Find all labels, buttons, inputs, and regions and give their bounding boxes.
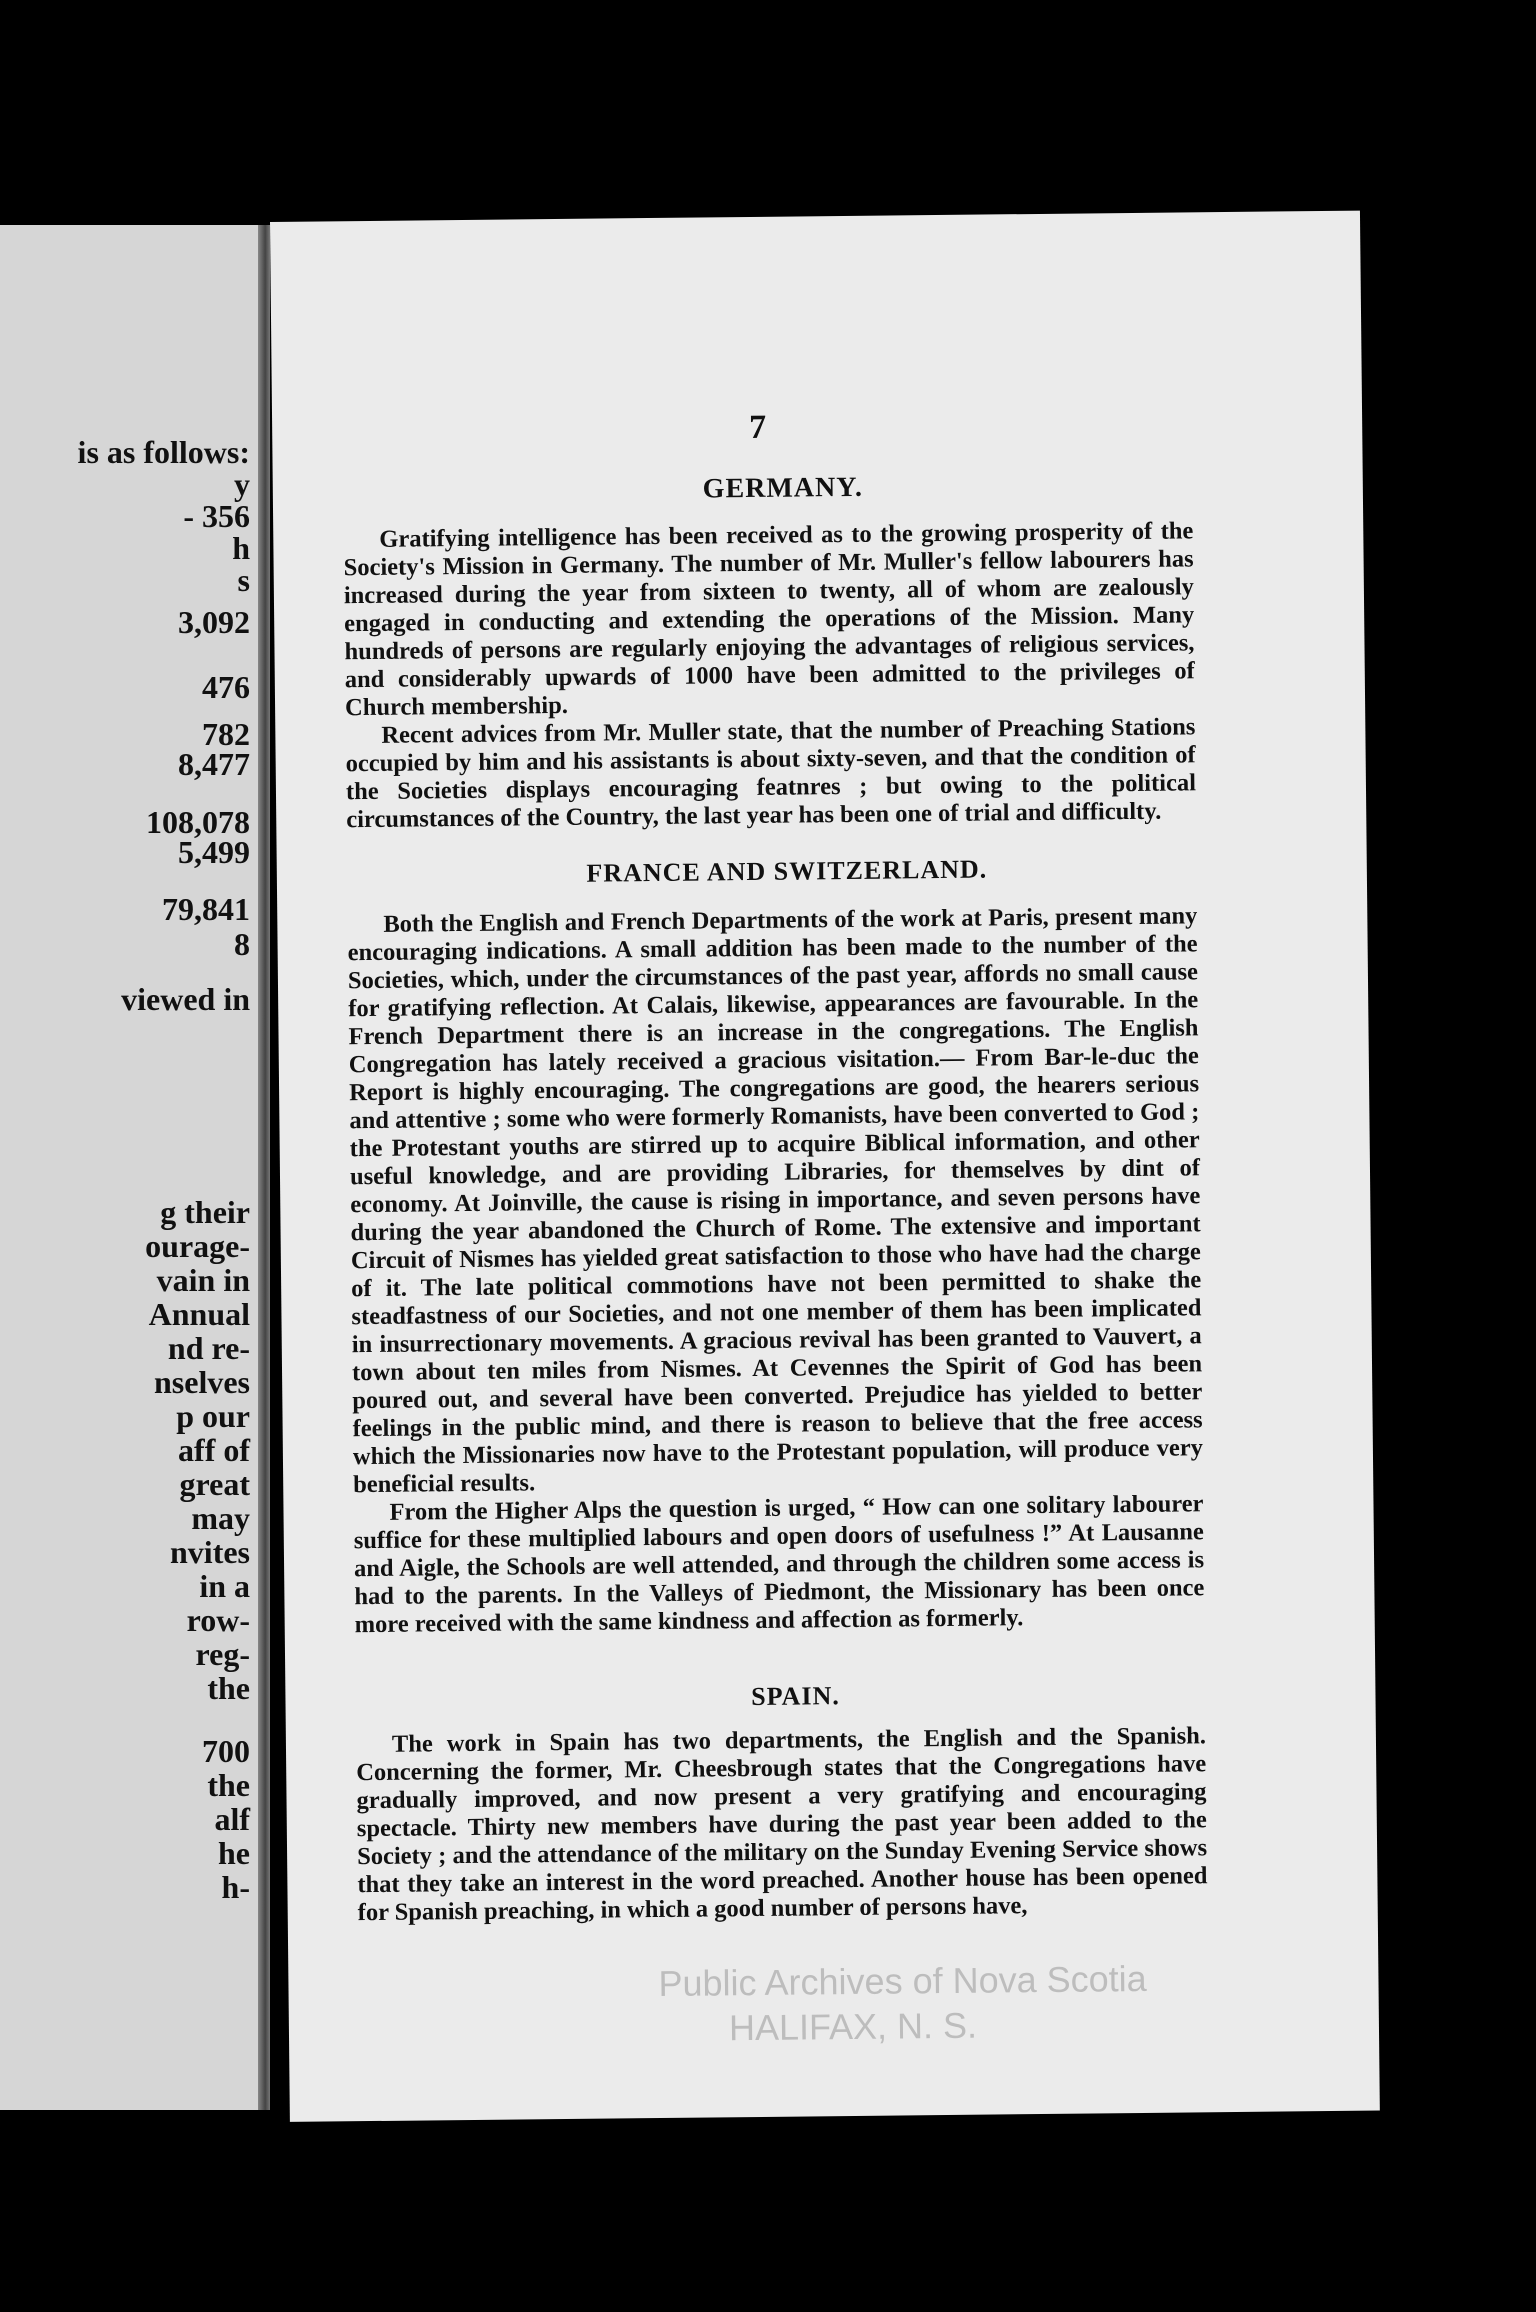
- left-line: alf: [214, 1801, 250, 1837]
- left-line: the: [207, 1767, 250, 1803]
- archive-stamp-line: HALIFAX, N. S.: [728, 2004, 978, 2049]
- left-line: 8: [234, 926, 250, 962]
- section-body-germany: [343, 517, 1196, 834]
- left-line: row-: [186, 1602, 250, 1638]
- section-heading-france: FRANCE AND SWITZERLAND.: [586, 854, 988, 888]
- left-line: in a: [199, 1568, 250, 1604]
- left-line: may: [191, 1500, 250, 1536]
- left-line: great: [179, 1466, 250, 1502]
- left-line: s: [237, 562, 250, 598]
- paragraph: Recent advices from Mr. Muller state, that the number of Preaching Stations occupied by him and his assistants is about sixty-seven, and that the condition of the Societies displays encouraging featnres ; but owing to the political circumstances of the Country, the last year has been one of trial and difficulty.: [345, 713, 1197, 834]
- left-line: g their: [160, 1194, 250, 1230]
- left-line: h-: [221, 1869, 250, 1905]
- left-line: he: [218, 1835, 250, 1871]
- archive-stamp-line: Public Archives of Nova Scotia: [658, 1957, 1147, 2005]
- paragraph: From the Higher Alps the question is urged, “ How can one solitary labourer suffice for these multiplied labours and open doors of usefulness !” At Lausanne and Aigle, the Schools are well attended, and through the children some access is had to the parents. In the Valleys of Piedmont, the Missionary has been once more received with the same kindness and affection as formerly.: [353, 1490, 1205, 1639]
- left-line: nvites: [170, 1534, 250, 1570]
- left-line: - 356: [183, 498, 250, 534]
- left-line: 3,092: [178, 604, 250, 640]
- paragraph: Gratifying intelligence has been received as to the growing prosperity of the Society's Mission in Germany. The number of Mr. Muller's fellow labourers has increased during the year from sixteen to twenty, all of whom are zealously engaged in conducting and extending the operations of the Mission. Many hundreds of persons are regularly enjoying the advantages of religious services, and considerably upwards of 1000 have been admitted to the privileges of Church membership.: [343, 517, 1195, 722]
- left-line: 5,499: [178, 834, 250, 870]
- left-line: 108,078: [146, 804, 250, 840]
- paragraph: Both the English and French Departments of the work at Paris, present many encouraging indications. A small addition has been made to the number of the Societies, which, under the circumstances of the past year, affords no small cause for gratifying reflection. At Calais, likewise, appearances are favourable. In the French Department there is an increase in the congregations. The English Congregation has lately received a gracious visitation.— From Bar-le-duc the Report is highly encouraging. The congregations are good, the hearers serious and attentive ; some who were formerly Romanists, have been converted to God ; the Protestant youths are stirred up to acquire Biblical information, and other useful knowledge, and are providing Libraries, for themselves by dint of economy. At Joinville, the cause is rising in importance, and seven persons have during the year abandoned the Church of Rome. The extensive and important Circuit of Nismes has yielded great satisfaction to those who have had the charge of it. The late political commotions have not been permitted to shake the steadfastness of our Societies, and not one member of them has been implicated in insurrectionary movements. A gracious revival has been granted to Vauvert, a town about ten miles from Nismes. At Cevennes the Spirit of God has been poured out, and several have been converted. Prejudice has yielded to better feelings in the public mind, and there is reason to believe that the free access which the Missionaries now have to the Protestant population, will produce very beneficial results.: [347, 902, 1204, 1499]
- left-line: is as follows:: [77, 434, 250, 470]
- left-line: ourage-: [145, 1228, 250, 1264]
- left-line: Annual: [148, 1296, 250, 1332]
- page-number: 7: [748, 408, 767, 446]
- left-line: y: [234, 466, 250, 502]
- page-gutter: [258, 225, 270, 2110]
- left-line: vain in: [156, 1262, 250, 1298]
- left-line: reg-: [195, 1636, 250, 1672]
- document-page: [270, 211, 1380, 2122]
- left-line: 8,477: [178, 746, 250, 782]
- paragraph: The work in Spain has two departments, the English and the Spanish. Concerning the former, Mr. Cheesbrough states that the Congregations have gradually improved, and now present a very gratifying and encouraging spectacle. Thirty new members have during the past year been added to the Society ; and the attendance of the military on the Sunday Evening Service shows that they take an interest in the word preached. Another house has been opened for Spanish preaching, in which a good number of persons have,: [356, 1722, 1208, 1927]
- left-line: nselves: [154, 1364, 250, 1400]
- left-line: p our: [176, 1398, 250, 1434]
- left-line: viewed in: [121, 981, 250, 1017]
- left-line: 782: [202, 716, 250, 752]
- section-heading-germany: GERMANY.: [702, 471, 864, 505]
- section-heading-spain: SPAIN.: [751, 1681, 840, 1712]
- left-line: 700: [202, 1733, 250, 1769]
- section-body-spain: [356, 1722, 1208, 1927]
- left-page-fragment: [0, 225, 258, 2110]
- left-line: 79,841: [162, 891, 250, 927]
- left-line: nd re-: [167, 1330, 250, 1366]
- section-body-france: [347, 902, 1205, 1639]
- left-line: aff of: [178, 1432, 250, 1468]
- left-line: 476: [202, 669, 250, 705]
- left-line: the: [207, 1670, 250, 1706]
- left-line: h: [232, 530, 250, 566]
